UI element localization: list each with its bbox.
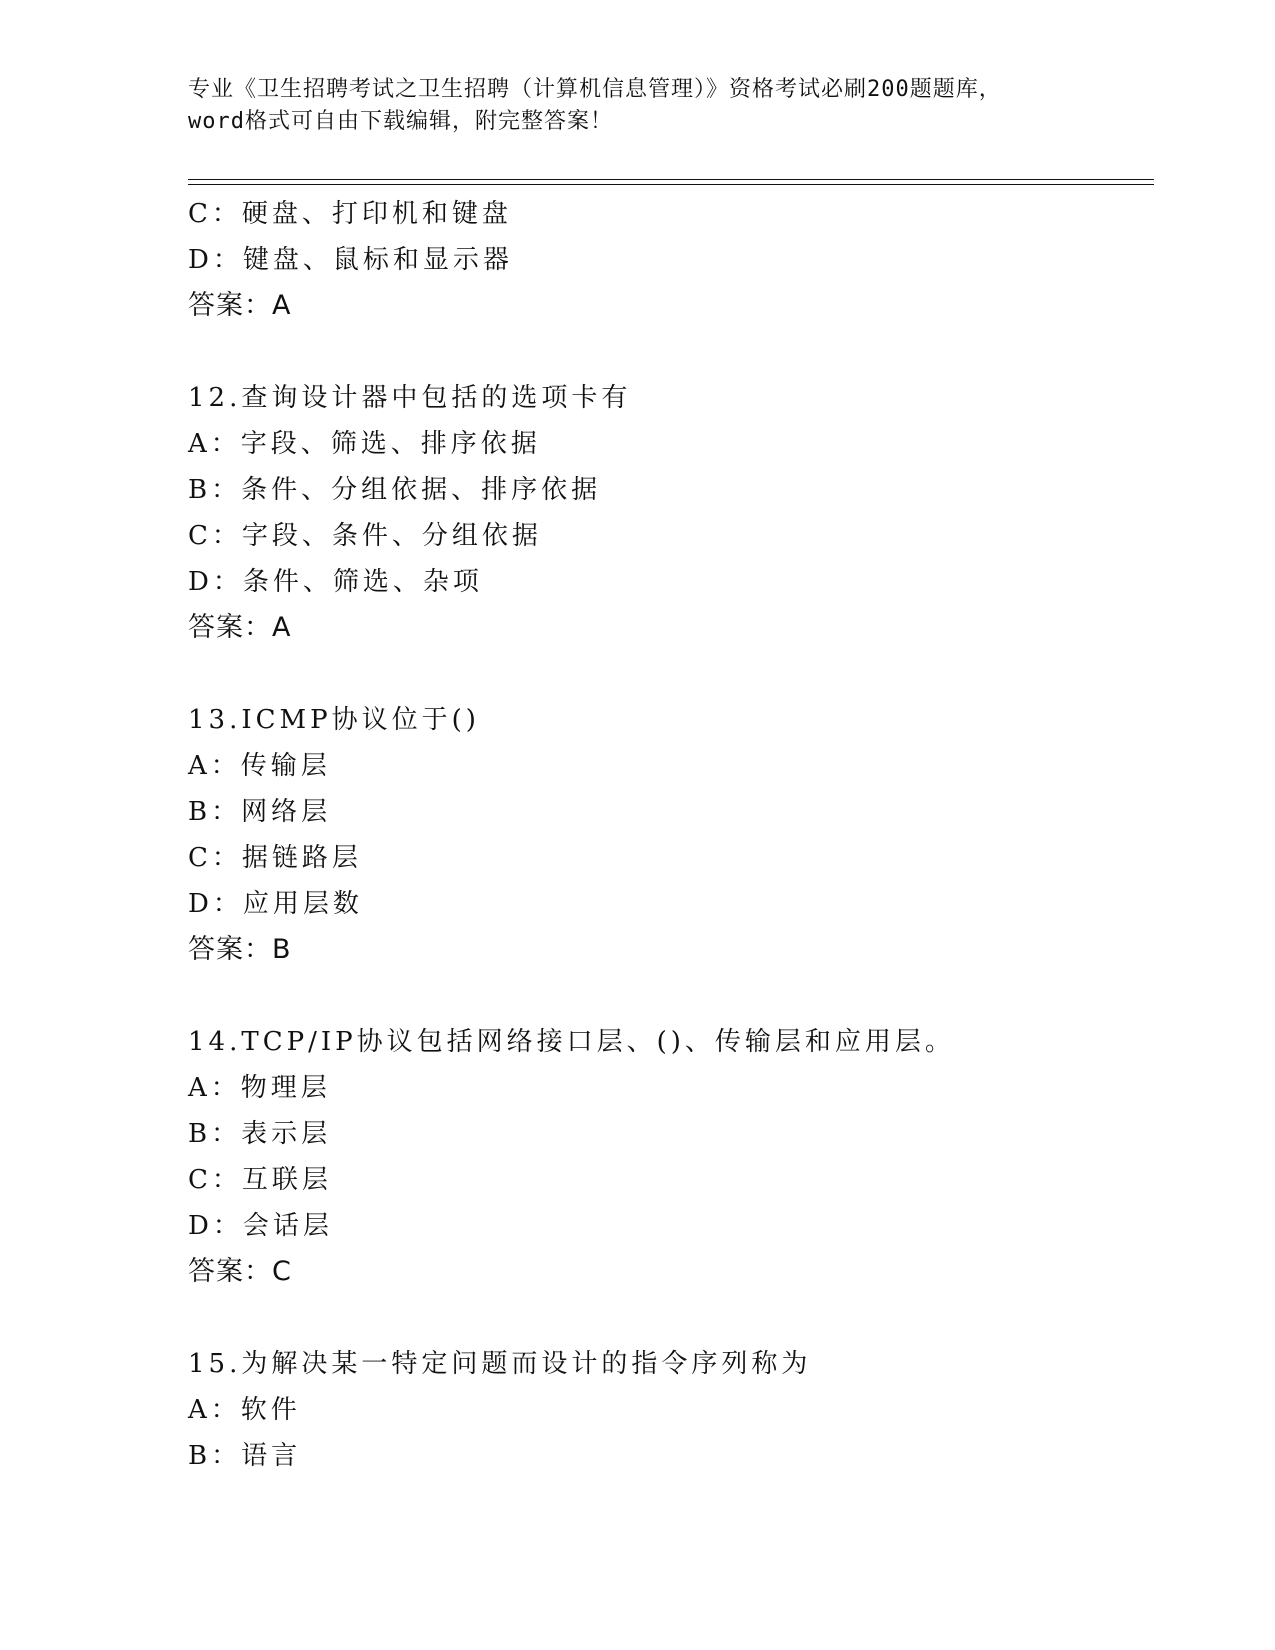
header-line-1: 专业《卫生招聘考试之卫生招聘（计算机信息管理）》资格考试必刷200题题库， <box>188 77 1002 102</box>
header-line-2: word格式可自由下载编辑，附完整答案！ <box>188 109 613 134</box>
question-spacer <box>188 973 1148 1019</box>
question-stem: 12.查询设计器中包括的选项卡有 <box>188 383 632 413</box>
option-b: B：表示层 <box>188 1119 332 1149</box>
question-spacer <box>188 329 1148 375</box>
option-a: A：传输层 <box>188 751 331 781</box>
question-stem: 13.ICMP协议位于() <box>188 705 480 735</box>
question-spacer <box>188 1295 1148 1341</box>
question-block <box>188 1019 1148 1295</box>
answer-line: 答案：A <box>188 290 292 321</box>
document-header <box>188 74 1088 138</box>
question-block <box>188 191 1148 329</box>
option-a: A：软件 <box>188 1395 301 1425</box>
header-divider-bottom <box>188 184 1154 185</box>
answer-line: 答案：A <box>188 612 292 643</box>
option-b: B：网络层 <box>188 797 332 827</box>
question-block <box>188 697 1148 973</box>
question-list <box>188 191 1148 1479</box>
answer-line: 答案：B <box>188 934 292 965</box>
header-divider-top <box>188 179 1154 180</box>
option-c: C：互联层 <box>188 1165 332 1195</box>
question-stem: 14.TCP/IP协议包括网络接口层、()、传输层和应用层。 <box>188 1027 955 1057</box>
question-stem: 15.为解决某一特定问题而设计的指令序列称为 <box>188 1349 812 1379</box>
option-d: D：条件、筛选、杂项 <box>188 567 483 597</box>
option-d: D：键盘、鼠标和显示器 <box>188 245 513 275</box>
option-b: B：条件、分组依据、排序依据 <box>188 475 602 505</box>
option-b: B：语言 <box>188 1441 302 1471</box>
question-block <box>188 375 1148 651</box>
answer-line: 答案：C <box>188 1256 292 1287</box>
option-c: C：硬盘、打印机和键盘 <box>188 199 512 229</box>
option-a: A：物理层 <box>188 1073 331 1103</box>
option-c: C：字段、条件、分组依据 <box>188 521 542 551</box>
question-block <box>188 1341 1148 1479</box>
question-spacer <box>188 651 1148 697</box>
option-d: D：应用层数 <box>188 889 363 919</box>
option-d: D：会话层 <box>188 1211 333 1241</box>
option-a: A：字段、筛选、排序依据 <box>188 429 541 459</box>
option-c: C：据链路层 <box>188 843 362 873</box>
